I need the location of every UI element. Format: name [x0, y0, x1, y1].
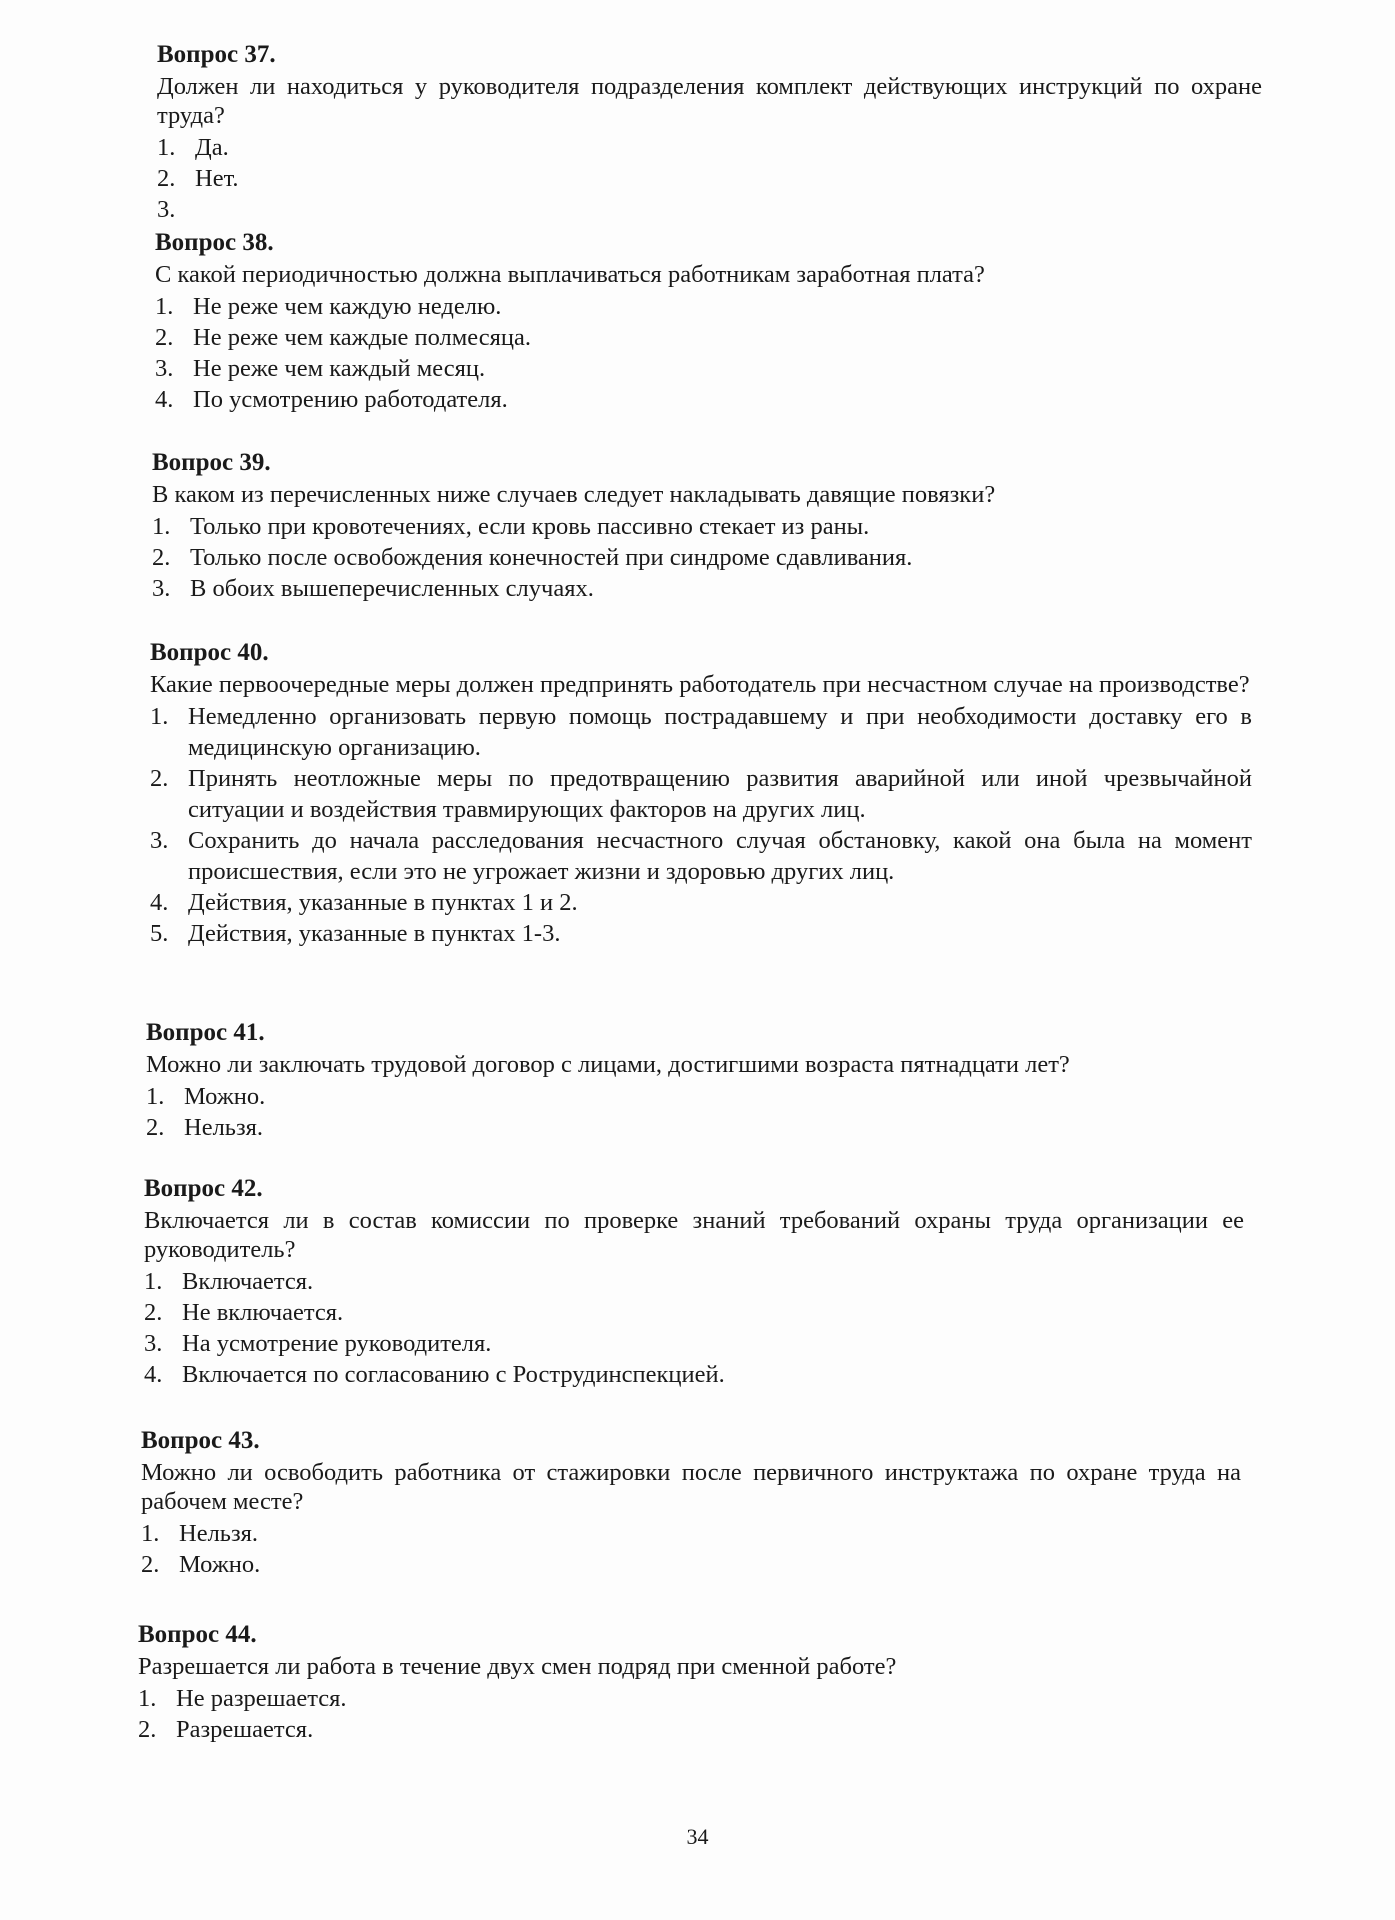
answer-option — [155, 322, 1260, 353]
option-text: Не реже чем каждую неделю. — [193, 293, 502, 320]
answer-option — [144, 1297, 1244, 1328]
option-number: 1. — [155, 293, 174, 320]
answer-options — [152, 511, 1260, 604]
option-text: Да. — [195, 134, 229, 161]
answer-option — [146, 1081, 1251, 1112]
answer-option — [141, 1518, 1241, 1549]
option-text: Немедленно организовать первую помощь пострадавшему и при необходимости доставку его в медицинскую организацию. — [188, 703, 1252, 761]
option-number: 1. — [138, 1685, 157, 1712]
option-text: Включается. — [182, 1268, 314, 1295]
option-number: 1. — [152, 513, 171, 540]
question-42 — [144, 1174, 1244, 1390]
option-text: Действия, указанные в пунктах 1-3. — [188, 920, 561, 947]
question-39 — [152, 448, 1260, 604]
option-text: Нельзя. — [179, 1520, 259, 1547]
question-38 — [155, 228, 1260, 415]
question-text: Можно ли освободить работника от стажировки после первичного инструктажа по охране труда на рабочем месте? — [141, 1459, 1241, 1515]
option-text: Не реже чем каждые полмесяца. — [193, 324, 532, 351]
answer-option — [141, 1549, 1241, 1580]
option-number: 2. — [150, 765, 169, 792]
question-text: Включается ли в состав комиссии по проверке знаний требований охраны труда организации ее руководитель? — [144, 1207, 1244, 1263]
option-text: Не включается. — [182, 1299, 344, 1326]
answer-option — [150, 763, 1252, 825]
answer-option — [150, 887, 1252, 918]
page-number: 34 — [686, 1824, 709, 1849]
answer-options — [146, 1081, 1251, 1143]
answer-options — [144, 1266, 1244, 1390]
option-text: Сохранить до начала расследования несчастного случая обстановку, какой она была на момент происшествия, если это не угрожает жизни и здоровью других лиц. — [188, 827, 1252, 885]
question-text: С какой периодичностью должна выплачиваться работникам заработная плата? — [155, 261, 985, 288]
question-text: В каком из перечисленных ниже случаев следует накладывать давящие повязки? — [152, 481, 996, 508]
option-number: 1. — [150, 703, 169, 730]
option-number: 4. — [150, 889, 169, 916]
question-title: Вопрос 42. — [144, 1175, 263, 1202]
answer-option — [138, 1683, 1238, 1714]
option-text: Только после освобождения конечностей при синдроме сдавливания. — [190, 544, 913, 571]
option-number: 1. — [144, 1268, 163, 1295]
answer-options — [141, 1518, 1241, 1580]
question-title: Вопрос 43. — [141, 1427, 260, 1454]
answer-option — [152, 511, 1260, 542]
option-text: Нельзя. — [184, 1114, 264, 1141]
option-number: 3. — [144, 1330, 163, 1357]
answer-options — [150, 701, 1252, 949]
question-text: Какие первоочередные меры должен предпринять работодатель при несчастном случае на производстве? — [150, 671, 1250, 698]
option-number: 2. — [141, 1551, 160, 1578]
option-number: 2. — [157, 165, 176, 192]
answer-option — [157, 132, 1262, 163]
option-number: 2. — [155, 324, 174, 351]
answer-options — [138, 1683, 1238, 1745]
question-41 — [146, 1018, 1251, 1143]
option-text: Включается по согласованию с Рострудинспекцией. — [182, 1361, 725, 1388]
option-number: 2. — [144, 1299, 163, 1326]
option-number: 2. — [152, 544, 171, 571]
answer-option — [144, 1266, 1244, 1297]
answer-option — [146, 1112, 1251, 1143]
answer-option — [152, 573, 1260, 604]
question-title: Вопрос 40. — [150, 639, 269, 666]
option-text: По усмотрению работодателя. — [193, 386, 508, 413]
question-text: Разрешается ли работа в течение двух смен подряд при сменной работе? — [138, 1653, 897, 1680]
question-44 — [138, 1620, 1238, 1745]
answer-options — [157, 132, 1262, 225]
option-number: 3. — [152, 575, 171, 602]
option-number: 4. — [155, 386, 174, 413]
option-number: 1. — [141, 1520, 160, 1547]
answer-option — [155, 353, 1260, 384]
option-number: 3. — [150, 827, 169, 854]
option-text: Действия, указанные в пунктах 1 и 2. — [188, 889, 578, 916]
question-title: Вопрос 44. — [138, 1621, 257, 1648]
question-text: Должен ли находиться у руководителя подразделения комплект действующих инструкций по охране труда? — [157, 73, 1262, 129]
option-text: Не реже чем каждый месяц. — [193, 355, 486, 382]
option-text: Только при кровотечениях, если кровь пассивно стекает из раны. — [190, 513, 870, 540]
answer-option — [138, 1714, 1238, 1745]
option-number: 2. — [146, 1114, 165, 1141]
answer-option — [150, 918, 1252, 949]
option-text: На усмотрение руководителя. — [182, 1330, 492, 1357]
answer-option — [150, 701, 1252, 763]
question-title: Вопрос 37. — [157, 41, 276, 68]
option-text: Разрешается. — [176, 1716, 314, 1743]
option-number: 5. — [150, 920, 169, 947]
option-number: 1. — [146, 1083, 165, 1110]
answer-option — [152, 542, 1260, 573]
question-43 — [141, 1426, 1241, 1580]
option-number: 3. — [155, 355, 174, 382]
question-title: Вопрос 39. — [152, 449, 271, 476]
answer-option — [155, 384, 1260, 415]
question-37 — [157, 40, 1262, 225]
question-title: Вопрос 38. — [155, 229, 274, 256]
option-number: 3. — [157, 196, 176, 223]
answer-option — [144, 1328, 1244, 1359]
option-text: В обоих вышеперечисленных случаях. — [190, 575, 594, 602]
question-40 — [150, 638, 1252, 949]
option-text: Нет. — [195, 165, 239, 192]
option-text: Можно. — [184, 1083, 266, 1110]
option-number: 1. — [157, 134, 176, 161]
question-text: Можно ли заключать трудовой договор с лицами, достигшими возраста пятнадцати лет? — [146, 1051, 1070, 1078]
option-text: Можно. — [179, 1551, 261, 1578]
answer-option — [157, 163, 1262, 194]
option-number: 2. — [138, 1716, 157, 1743]
option-text: Принять неотложные меры по предотвращению развития аварийной или иной чрезвычайной ситуации и воздействия травмирующих факторов на других лиц. — [188, 765, 1252, 823]
option-number: 4. — [144, 1361, 163, 1388]
answer-option — [150, 825, 1252, 887]
answer-options — [155, 291, 1260, 415]
answer-option — [157, 194, 1262, 225]
answer-option — [144, 1359, 1244, 1390]
answer-option — [155, 291, 1260, 322]
question-title: Вопрос 41. — [146, 1019, 265, 1046]
option-text: Не разрешается. — [176, 1685, 347, 1712]
